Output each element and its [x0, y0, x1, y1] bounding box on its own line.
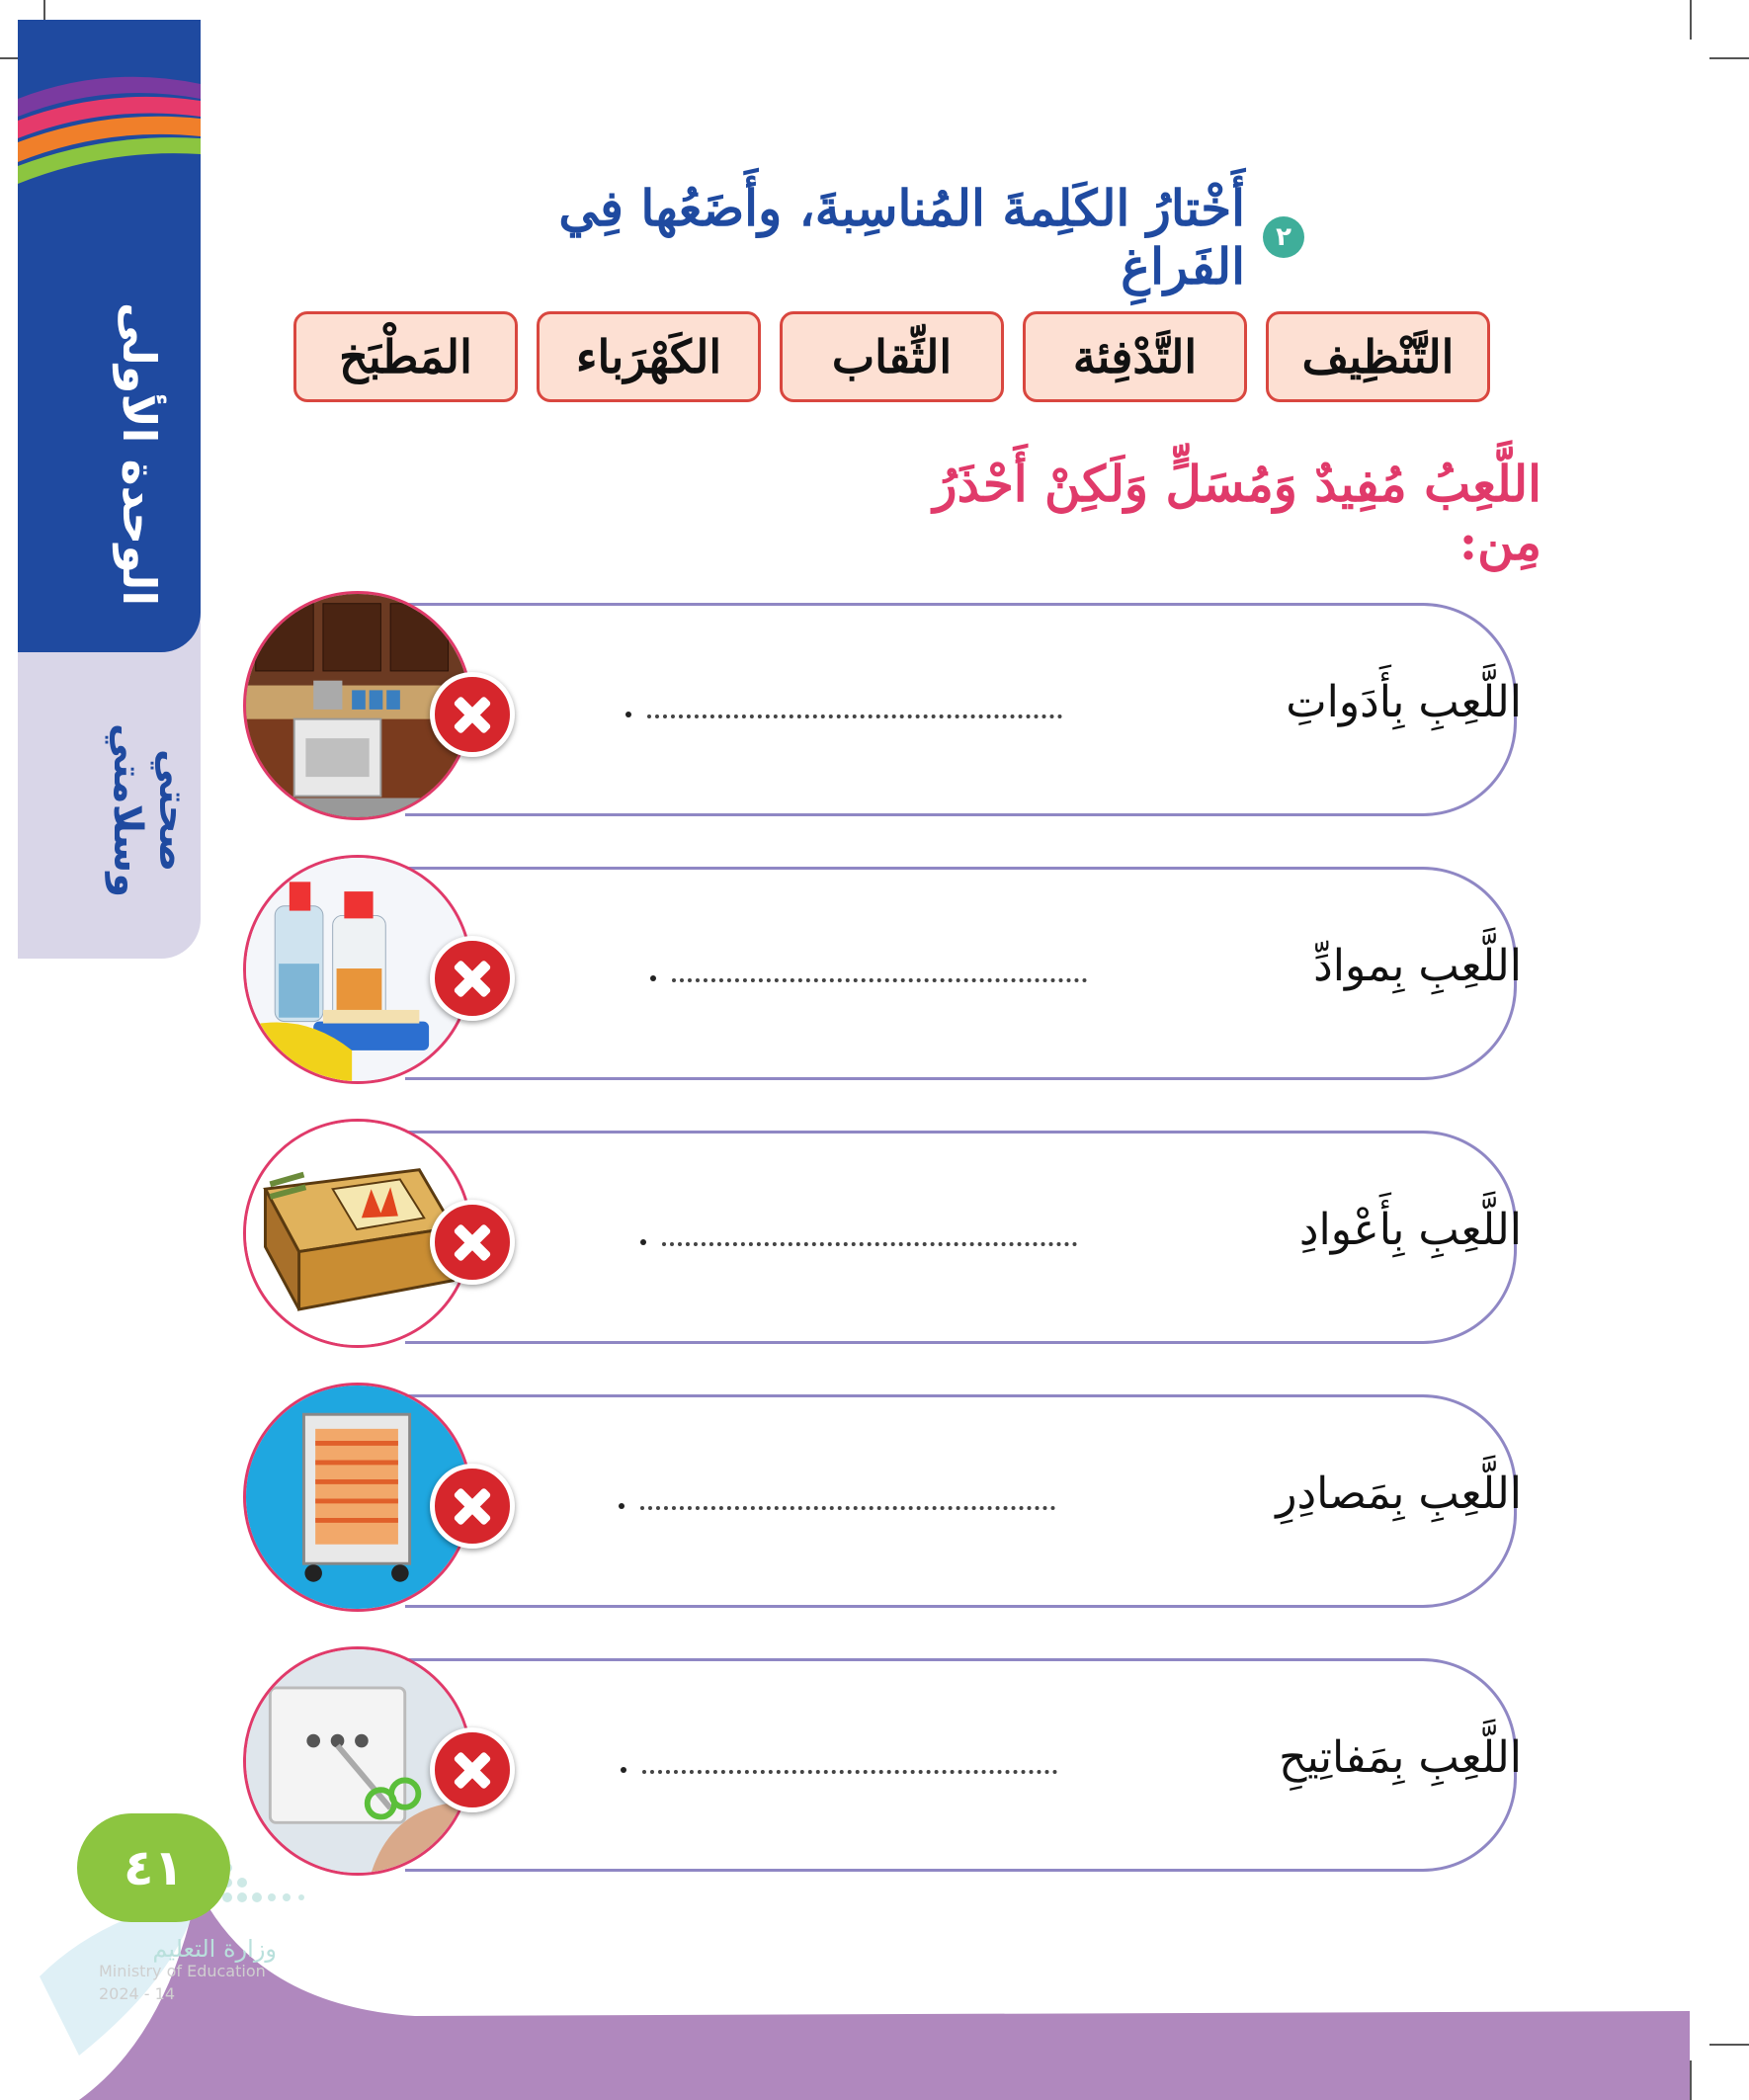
- ministry-year: 2024 - 14: [99, 1984, 176, 2003]
- word-option[interactable]: التَّدْفِئة: [1023, 311, 1247, 402]
- side-tab-stripes: [18, 59, 201, 217]
- prohibited-icon: [430, 672, 515, 757]
- sentence-text: اللَّعِبِ بِأَدَواتِ: [1286, 677, 1522, 727]
- word-option[interactable]: التَّنْظِيف: [1266, 311, 1490, 402]
- word-option[interactable]: الثِّقاب: [780, 311, 1004, 402]
- ministry-name-en: Ministry of Education: [99, 1962, 266, 1980]
- prohibited-icon: [430, 1727, 515, 1812]
- blank-line[interactable]: [662, 1242, 1077, 1246]
- topic-title: صحتي وسلامتي: [105, 722, 196, 898]
- prohibited-icon: [430, 1464, 515, 1549]
- exercise-row: [237, 1375, 1522, 1612]
- unit-title: الوحدة الأولى: [113, 302, 166, 607]
- ministry-name: وزارة التعليم: [152, 1935, 277, 1963]
- crop-mark: [1690, 0, 1692, 40]
- crop-mark: [1709, 57, 1749, 59]
- blank-line[interactable]: [647, 714, 1062, 718]
- word-option[interactable]: الكَهْرَباء: [537, 311, 761, 402]
- warning-line: اللَّعِبُ مُفِيدٌ وَمُسَلٍّ وَلَكِنْ أَحْذَرُ مِن:: [933, 455, 1541, 571]
- sentence-text: اللَّعِبِ بِمَفاتِيحِ: [1279, 1732, 1522, 1783]
- exercise-row: [237, 583, 1522, 820]
- blank-line[interactable]: [642, 1770, 1057, 1774]
- side-tab: [18, 20, 201, 959]
- exercise-row: [237, 847, 1522, 1084]
- exercise-heading: [474, 179, 1304, 295]
- page-number: ٤١: [77, 1813, 230, 1922]
- prohibited-icon: [430, 1200, 515, 1285]
- exercise-row: [237, 1638, 1522, 1876]
- word-bank: [275, 311, 1490, 406]
- prohibited-icon: [430, 936, 515, 1021]
- word-option[interactable]: المَطْبَخ: [293, 311, 518, 402]
- sentence-text: اللَّعِبِ بِموادِّ: [1313, 941, 1522, 991]
- blank-line[interactable]: [672, 978, 1087, 982]
- blank-line[interactable]: [640, 1506, 1055, 1510]
- sentence-text: اللَّعِبِ بِمَصادِرِ: [1276, 1469, 1522, 1519]
- exercise-number: ٢: [1263, 216, 1304, 258]
- exercise-row: [237, 1111, 1522, 1348]
- sentence-text: اللَّعِبِ بِأَعْوادِ: [1298, 1205, 1522, 1255]
- exercise-instruction: أَخْتارُ الكَلِمةَ المُناسِبةَ، وأَضَعُها فِي الفَراغِ: [558, 179, 1245, 295]
